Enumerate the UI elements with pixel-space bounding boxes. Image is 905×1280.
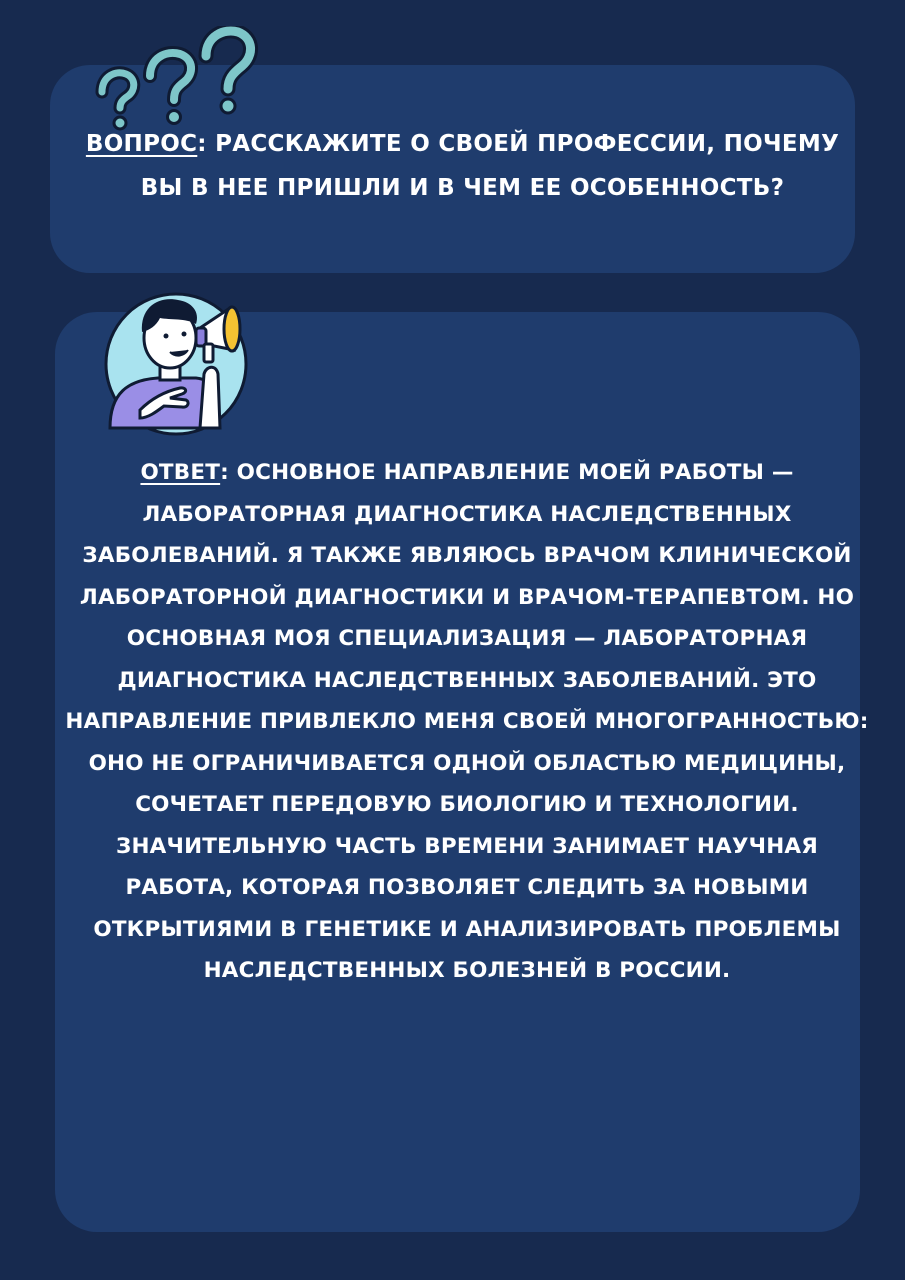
answer-body: : ОСНОВНОЕ НАПРАВЛЕНИЕ МОЕЙ РАБОТЫ — ЛАБОРАТОРНАЯ ДИАГНОСТИКА НАСЛЕДСТВЕННЫХ ЗАБОЛЕВАНИЙ. Я ТАКЖЕ ЯВЛЯЮСЬ ВРАЧОМ КЛИНИЧЕСКОЙ ЛАБОРАТОРНОЙ ДИАГНОСТИКИ И ВРАЧОМ-ТЕРАПЕВТОМ. НО ОСНОВНАЯ МОЯ СПЕЦИАЛИЗАЦИЯ — ЛАБОРАТОРНАЯ ДИАГНОСТИКА НАСЛЕДСТВЕННЫХ ЗАБОЛЕВАНИЙ. ЭТО НАПРАВЛЕНИЕ ПРИВЛЕКЛО МЕНЯ СВОЕЙ МНОГОГРАННОСТЬЮ: ОНО НЕ ОГРАНИЧИВАЕТСЯ ОДНОЙ ОБЛАСТЬЮ МЕДИЦИНЫ, СОЧЕТАЕТ ПЕРЕДОВУЮ БИОЛОГИЮ И ТЕХНОЛОГИИ. ЗНАЧИТЕЛЬНУЮ ЧАСТЬ ВРЕМЕНИ ЗАНИМАЕТ НАУЧНАЯ РАБОТА, КОТОРАЯ ПОЗВОЛЯЕТ СЛЕДИТЬ ЗА НОВЫМИ ОТКРЫТИЯМИ В ГЕНЕТИКЕ И АНАЛИЗИРОВАТЬ ПРОБЛЕМЫ НАСЛЕДСТВЕННЫХ БОЛЕЗНЕЙ В РОССИИ. [65,460,869,983]
man-with-megaphone-icon [100,288,260,436]
question-label: ВОПРОС [85,131,198,157]
answer-label: ОТВЕТ [140,460,221,485]
question-text [80,122,845,210]
question-body: : РАССКАЖИТЕ О СВОЕЙ ПРОФЕССИИ, ПОЧЕМУ ВЫ В НЕЕ ПРИШЛИ И В ЧЕМ ЕЕ ОСОБЕННОСТЬ? [140,131,840,201]
answer-text [62,452,872,992]
